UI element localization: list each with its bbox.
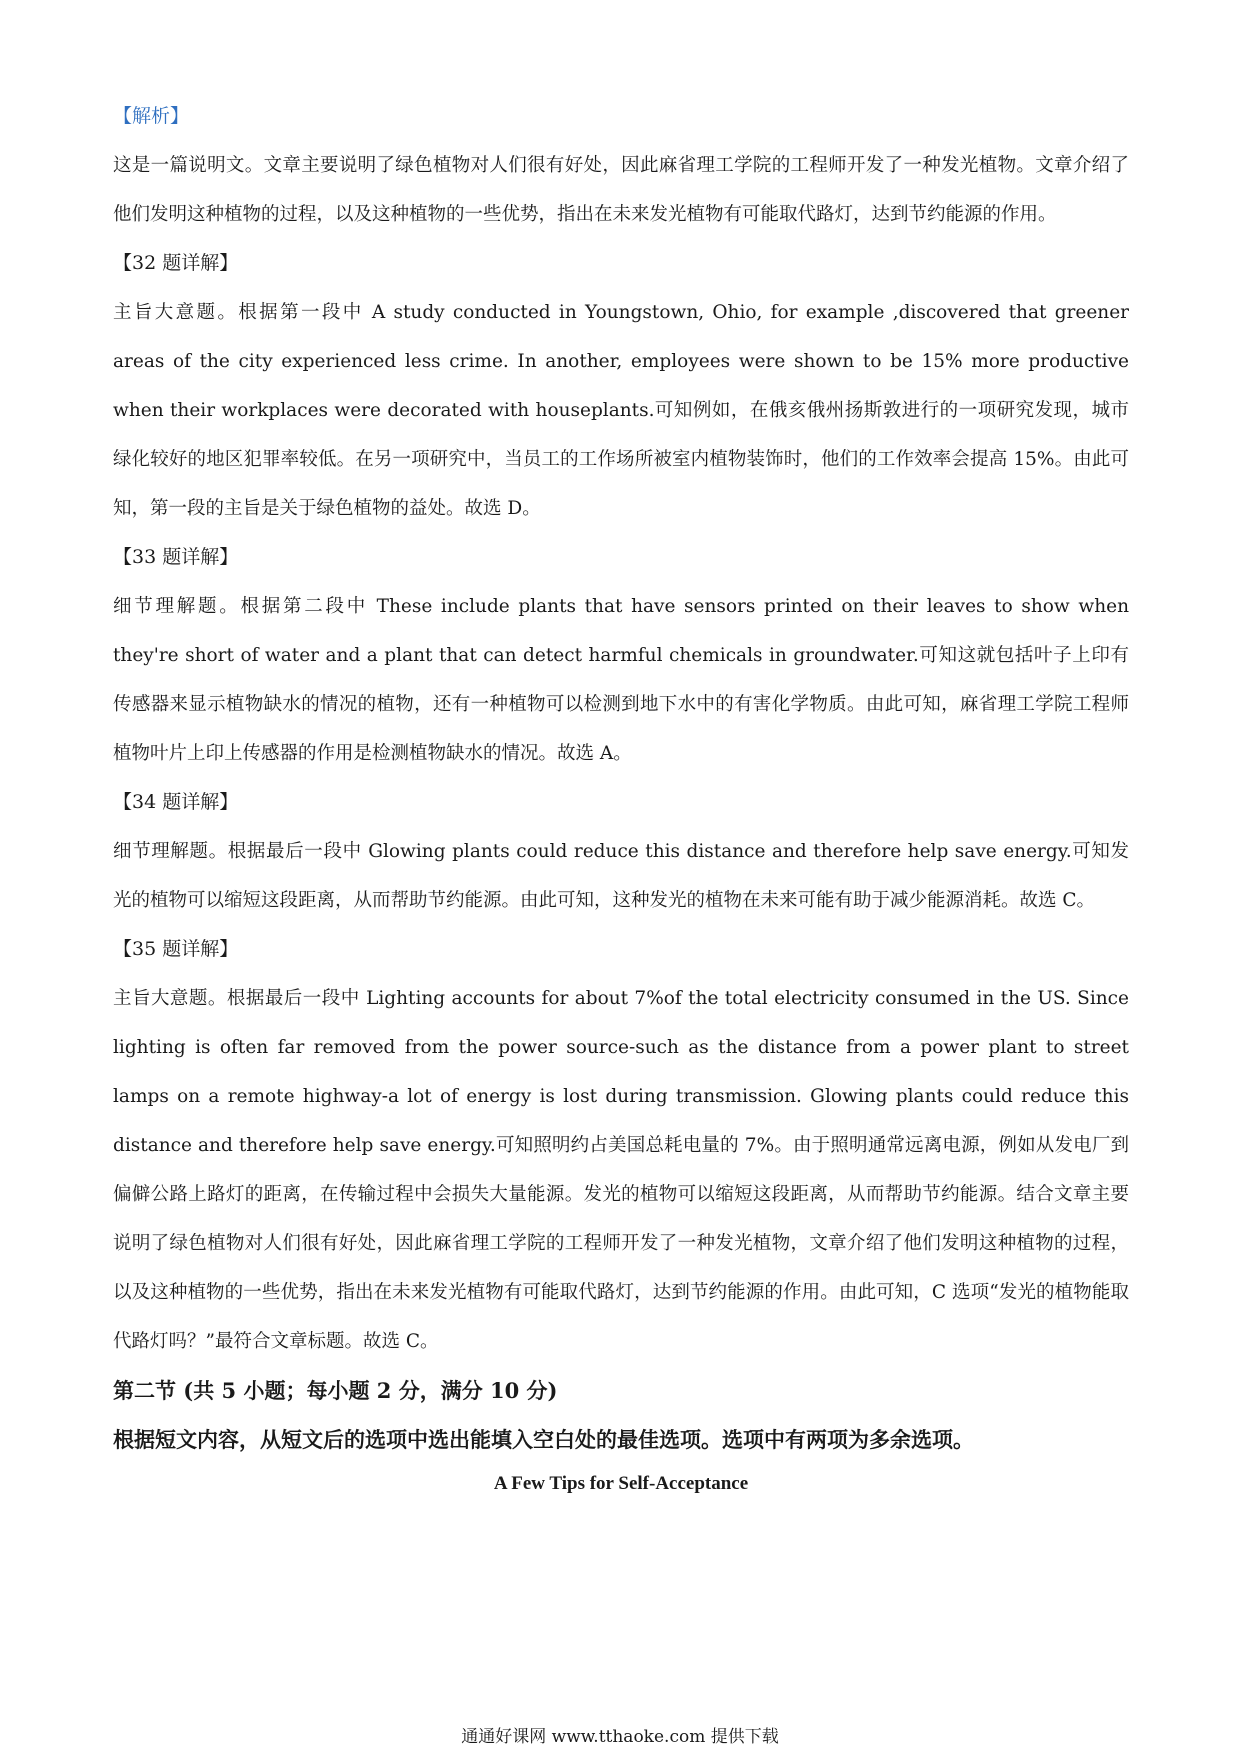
analysis-summary: 这是一篇说明文。文章主要说明了绿色植物对人们很有好处，因此麻省理工学院的工程师开发了一种发光植物。文章介绍了他们发明这种植物的过程，以及这种植物的一些优势，指出在未来发光植物有可能取代路灯，达到节约能源的作用。	[113, 155, 1129, 225]
q33-explanation: 细节理解题。根据第二段中 These include plants that have sensors printed on their leaves to show when they're short of water and a plant that can detect harmful chemicals in groundwater.可知这就包括叶子上印有传感器来显示植物缺水的情况的植物，还有一种植物可以检测到地下水中的有害化学物质。由此可知，麻省理工学院工程师植物叶片上印上传感器的作用是检测植物缺水的情况。故选 A。	[113, 596, 1129, 764]
q35-heading: 【35 题详解】	[113, 938, 239, 960]
section2-heading: 第二节 (共 5 小题；每小题 2 分，满分 10 分)	[113, 1378, 558, 1403]
passage-title: A Few Tips for Self-Acceptance	[493, 1473, 749, 1494]
page-footer: 通通好课网 www.tthaoke.com 提供下载	[461, 1727, 779, 1747]
q32-explanation: 主旨大意题。根据第一段中 A study conducted in Youngstown, Ohio, for example ,discovered that greener areas of the city experienced less crime. In another, employees were shown to be 15% more productive when their workplaces were decorated with houseplants.可知例如，在俄亥俄州扬斯敦进行的一项研究发现，城市绿化较好的地区犯罪率较低。在另一项研究中，当员工的工作场所被室内植物装饰时，他们的工作效率会提高 15%。由此可知，第一段的主旨是关于绿色植物的益处。故选 D。	[113, 302, 1129, 519]
q34-explanation: 细节理解题。根据最后一段中 Glowing plants could reduce this distance and therefore help save energy.可知发光的植物可以缩短这段距离，从而帮助节约能源。由此可知，这种发光的植物在未来可能有助于减少能源消耗。故选 C。	[113, 841, 1129, 911]
q34-heading: 【34 题详解】	[113, 791, 239, 813]
section2-instruction: 根据短文内容，从短文后的选项中选出能填入空白处的最佳选项。选项中有两项为多余选项。	[113, 1427, 974, 1452]
document-page	[113, 92, 1129, 1504]
analysis-label: 【解析】	[113, 105, 190, 127]
q33-heading: 【33 题详解】	[113, 546, 239, 568]
q35-explanation: 主旨大意题。根据最后一段中 Lighting accounts for about 7%of the total electricity consumed in the US. Since lighting is often far removed from the power source-such as the distance from a power plant to street lamps on a remote highway-a lot of energy is lost during transmission. Glowing plants could reduce this distance and therefore help save energy.可知照明约占美国总耗电量的 7%。由于照明通常远离电源，例如从发电厂到偏僻公路上路灯的距离，在传输过程中会损失大量能源。发光的植物可以缩短这段距离，从而帮助节约能源。结合文章主要说明了绿色植物对人们很有好处，因此麻省理工学院的工程师开发了一种发光植物，文章介绍了他们发明这种植物的过程，以及这种植物的一些优势，指出在未来发光植物有可能取代路灯，达到节约能源的作用。由此可知，C 选项“发光的植物能取代路灯吗？”最符合文章标题。故选 C。	[113, 988, 1129, 1352]
q32-heading: 【32 题详解】	[113, 252, 239, 274]
